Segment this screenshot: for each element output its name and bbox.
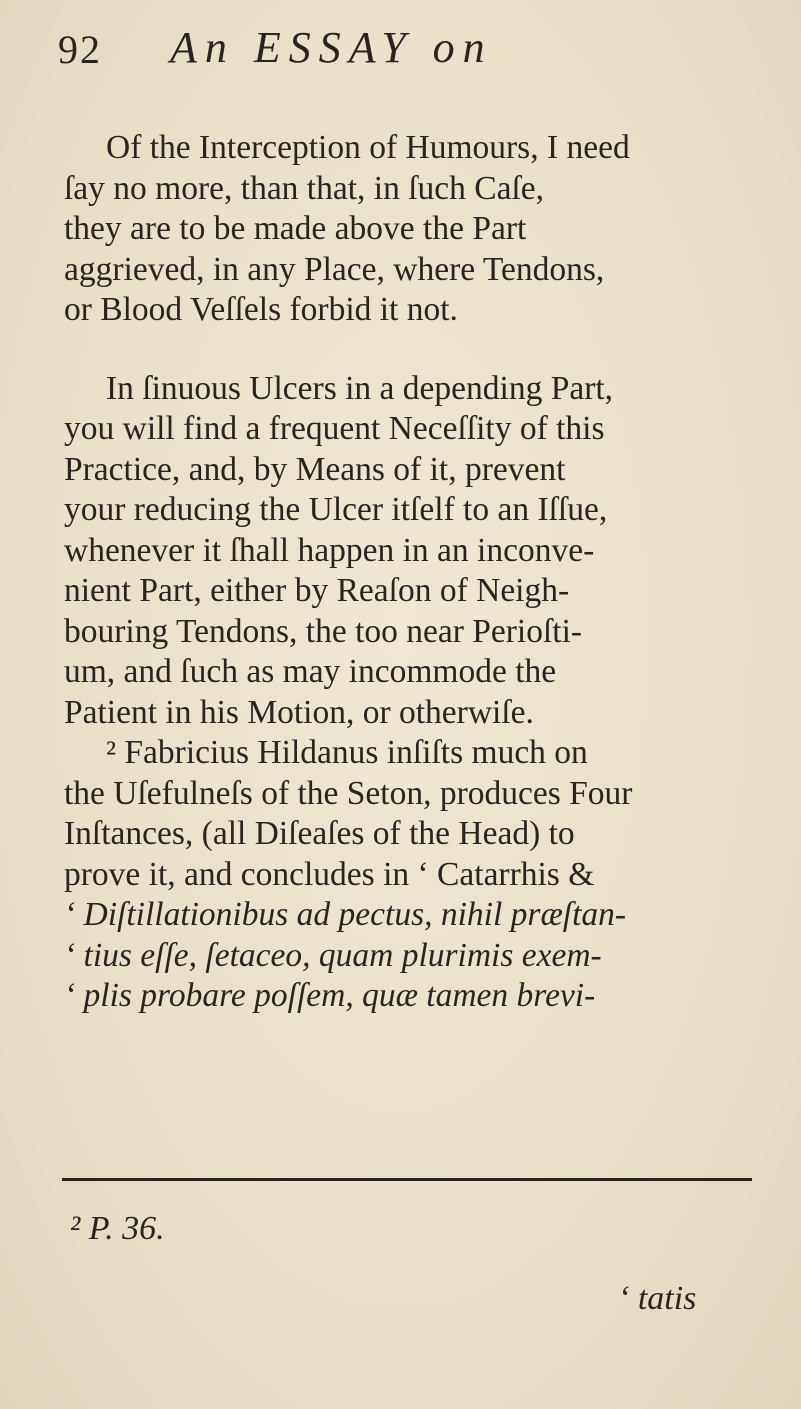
text-line: your reducing the Ulcer itſelf to an Iſſue,	[64, 491, 608, 528]
body-text	[64, 128, 754, 1017]
footnote: ² P. 36.	[70, 1210, 165, 1247]
text-line: prove it, and concludes in ‘ Catarrhis &	[64, 855, 595, 893]
text-line: aggrieved, in any Place, where Tendons,	[64, 250, 605, 288]
text-line: they are to be made above the Part	[64, 210, 527, 247]
running-head	[58, 18, 758, 78]
text-line-latin: ‘ plis probare poſſem, quæ tamen brevi-	[64, 977, 596, 1014]
text-line: the Uſefulneſs of the Seton, produces Four	[64, 774, 633, 812]
text-line: Of the Interception of Humours, I need	[106, 129, 630, 166]
text-line-latin: ‘ tius eſſe, ſetaceo, quam plurimis exem-	[64, 936, 602, 974]
text-line: whenever it ſhall happen in an inconve-	[64, 531, 595, 569]
paragraph-sinuous-ulcers	[64, 369, 754, 734]
footnote-rule	[62, 1178, 752, 1181]
text-line: ſay no more, than that, in ſuch Caſe,	[64, 169, 545, 207]
text-line-latin: ‘ Diſtillationibus ad pectus, nihil præſtan-	[64, 896, 627, 933]
paragraph-fabricius	[64, 733, 754, 1017]
text-line: Inſtances, (all Diſeaſes of the Head) to	[64, 815, 575, 852]
text-line: bouring Tendons, the too near Perioſti-	[64, 612, 583, 650]
text-line: Practice, and, by Means of it, prevent	[64, 450, 566, 488]
text-line: or Blood Veſſels forbid it not.	[64, 291, 458, 328]
text-line: um, and ſuch as may incommode the	[64, 653, 557, 690]
text-line: ² Fabricius Hildanus inſiſts much on	[106, 734, 588, 771]
text-line: you will find a frequent Neceſſity of this	[64, 410, 605, 447]
page-number: 92	[58, 27, 102, 72]
text-line: Patient in his Motion, or otherwiſe.	[64, 693, 534, 731]
paragraph-interception	[64, 128, 754, 331]
running-title: An ESSAY on	[170, 23, 493, 72]
text-line: nient Part, either by Reaſon of Neigh-	[64, 572, 570, 609]
catchword: ‘ tatis	[618, 1280, 697, 1317]
text-line: In ſinuous Ulcers in a depending Part,	[106, 369, 614, 407]
